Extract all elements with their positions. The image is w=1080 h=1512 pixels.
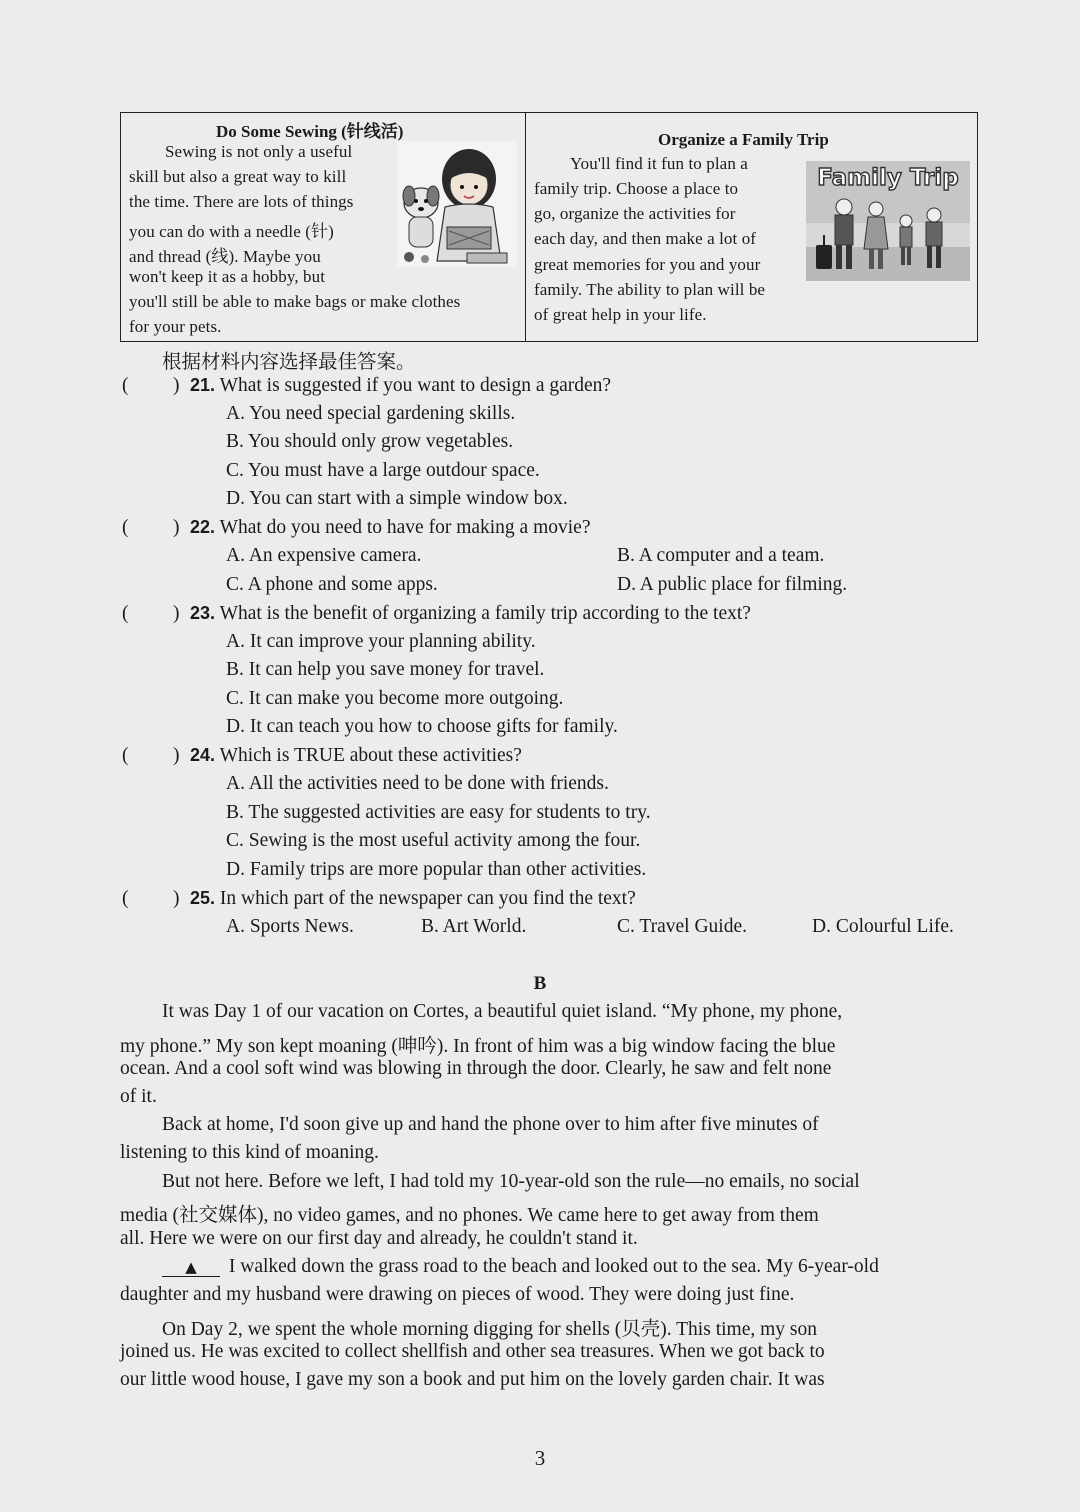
question-text: In which part of the newspaper can you find the text?	[219, 888, 636, 909]
option: B. Art World.	[421, 916, 527, 937]
option: D. A public place for filming.	[617, 574, 848, 595]
option: A. All the activities need to be done with friends.	[226, 773, 609, 794]
passage-line: Back at home, I'd soon give up and hand the phone over to him after five minutes of	[162, 1114, 819, 1135]
answer-paren-close: )	[173, 745, 180, 766]
question-stem	[190, 745, 522, 767]
question-text: What is the benefit of organizing a family trip according to the text?	[219, 603, 751, 624]
section-b-heading: B	[533, 973, 547, 994]
passage-line: of it.	[120, 1086, 157, 1107]
answer-paren-open[interactable]: (	[122, 375, 129, 396]
answer-paren-open[interactable]: (	[122, 745, 129, 766]
answer-paren-close: )	[173, 603, 180, 624]
option: D. It can teach you how to choose gifts for family.	[226, 716, 618, 737]
sewing-title: Do Some Sewing (针线活)	[216, 122, 404, 141]
option: A. It can improve your planning ability.	[226, 631, 536, 652]
sewing-girl-illustration	[397, 141, 517, 267]
trip-line: each day, and then make a lot of	[534, 229, 757, 248]
option: C. Sewing is the most useful activity among the four.	[226, 830, 641, 851]
trip-line: You'll find it fun to plan a	[570, 154, 748, 173]
trip-title: Organize a Family Trip	[658, 130, 829, 149]
question-text: What do you need to have for making a movie?	[219, 517, 591, 538]
sewing-line: you'll still be able to make bags or make clothes	[129, 292, 461, 311]
sewing-line: Sewing is not only a useful	[165, 142, 353, 161]
option: A. An expensive camera.	[226, 545, 422, 566]
passage-line: I walked down the grass road to the beach and looked out to the sea. My 6-year-old	[228, 1256, 879, 1277]
option: D. Colourful Life.	[812, 916, 954, 937]
option: C. You must have a large outdour space.	[226, 460, 540, 481]
sewing-cell	[121, 113, 526, 341]
option: A. Sports News.	[226, 916, 354, 937]
answer-paren-open[interactable]: (	[122, 888, 129, 909]
answer-paren-close: )	[173, 375, 180, 396]
sewing-line: for your pets.	[129, 317, 222, 336]
trip-line: great memories for you and your	[534, 255, 761, 274]
option: D. Family trips are more popular than other activities.	[226, 859, 647, 880]
answer-blank[interactable]: ▲	[162, 1258, 220, 1277]
passage-line: our little wood house, I gave my son a book and put him on the lovely garden chair. It was	[120, 1369, 825, 1390]
family-trip-caption: Family Trip	[817, 165, 959, 191]
passage-line: daughter and my husband were drawing on pieces of wood. They were doing just fine.	[120, 1284, 795, 1305]
question-number: 24.	[190, 745, 216, 765]
passage-line: my phone.” My son kept moaning (呻吟). In front of him was a big window facing the blue	[120, 1036, 836, 1057]
option: D. You can start with a simple window box.	[226, 488, 568, 509]
sewing-line: skill but also a great way to kill	[129, 167, 347, 186]
question-number: 23.	[190, 603, 216, 623]
option: B. The suggested activities are easy for students to try.	[226, 802, 651, 823]
passage-line: media (社交媒体), no video games, and no phones. We came here to get away from them	[120, 1205, 819, 1226]
question-stem	[190, 517, 590, 539]
family-trip-illustration	[806, 161, 970, 281]
answer-paren-close: )	[173, 888, 180, 909]
option: B. A computer and a team.	[617, 545, 825, 566]
passage-line: ocean. And a cool soft wind was blowing in through the door. Clearly, he saw and felt none	[120, 1058, 832, 1079]
trip-line: of great help in your life.	[534, 305, 707, 324]
option: B. You should only grow vegetables.	[226, 431, 514, 452]
trip-cell	[526, 113, 977, 341]
question-number: 25.	[190, 888, 216, 908]
question-stem	[190, 603, 751, 625]
question-text: What is suggested if you want to design a garden?	[219, 375, 612, 396]
sewing-line: the time. There are lots of things	[129, 192, 354, 211]
passage-line: But not here. Before we left, I had told my 10-year-old son the rule—no emails, no social	[162, 1171, 860, 1192]
instruction: 根据材料内容选择最佳答案。	[162, 352, 416, 373]
page-number: 3	[534, 1446, 546, 1470]
answer-paren-open[interactable]: (	[122, 517, 129, 538]
passage-line: all. Here we were on our first day and already, he couldn't stand it.	[120, 1228, 638, 1249]
option: B. It can help you save money for travel.	[226, 659, 545, 680]
passage-line: joined us. He was excited to collect shellfish and other sea treasures. When we got back to	[120, 1341, 825, 1362]
option: C. Travel Guide.	[617, 916, 748, 937]
answer-paren-close: )	[173, 517, 180, 538]
question-stem	[190, 375, 611, 397]
option: C. A phone and some apps.	[226, 574, 438, 595]
sewing-line: won't keep it as a hobby, but	[129, 267, 326, 286]
question-text: Which is TRUE about these activities?	[219, 745, 522, 766]
passage-line: On Day 2, we spent the whole morning digging for shells (贝壳). This time, my son	[162, 1319, 817, 1340]
question-stem	[190, 888, 636, 910]
sewing-line: and thread (线). Maybe you	[129, 247, 321, 266]
trip-line: family. The ability to plan will be	[534, 280, 766, 299]
sewing-line: you can do with a needle (针)	[129, 222, 334, 241]
option: A. You need special gardening skills.	[226, 403, 516, 424]
passage-line-with-blank	[162, 1256, 879, 1278]
trip-line: go, organize the activities for	[534, 204, 736, 223]
question-number: 22.	[190, 517, 216, 537]
trip-line: family trip. Choose a place to	[534, 179, 739, 198]
passage-line: listening to this kind of moaning.	[120, 1142, 379, 1163]
question-number: 21.	[190, 375, 216, 395]
answer-paren-open[interactable]: (	[122, 603, 129, 624]
material-table	[120, 112, 978, 342]
option: C. It can make you become more outgoing.	[226, 688, 564, 709]
passage-line: It was Day 1 of our vacation on Cortes, a beautiful quiet island. “My phone, my phone,	[162, 1001, 843, 1022]
